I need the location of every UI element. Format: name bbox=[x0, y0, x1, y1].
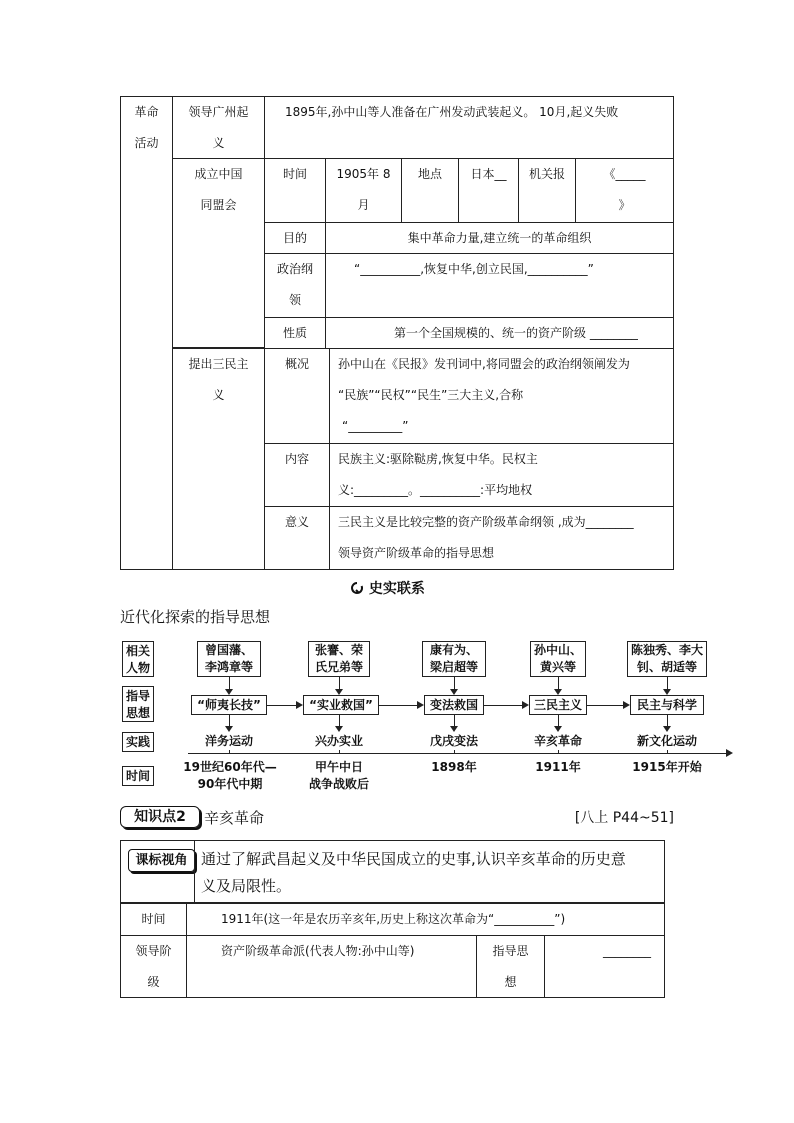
label-line: 成立中国 bbox=[194, 167, 243, 181]
label-line: 人物 bbox=[125, 661, 150, 675]
timeline-arrow-head bbox=[726, 749, 733, 757]
practice-label: 兴办实业 bbox=[314, 734, 363, 748]
timeline-axis bbox=[188, 753, 727, 754]
label-three-principles bbox=[172, 348, 265, 570]
people-box bbox=[308, 641, 370, 677]
idea-box: 变法救国 bbox=[424, 695, 484, 715]
arrow bbox=[267, 705, 297, 706]
label-line: 相关 bbox=[125, 644, 150, 658]
curriculum-badge: 课标视角 bbox=[128, 849, 195, 872]
label-line: 义 bbox=[212, 388, 225, 402]
label-line: 19世纪60年代— bbox=[183, 760, 277, 774]
practice-label: 辛亥革命 bbox=[533, 734, 582, 748]
label-time: 时间 bbox=[264, 158, 326, 223]
value-line: 《_____ bbox=[603, 167, 646, 181]
label-guangzhou-uprising bbox=[172, 96, 265, 159]
idea-box: “师夷长技” bbox=[191, 695, 267, 715]
arrow-head bbox=[296, 701, 303, 709]
label-content: 内容 bbox=[264, 443, 330, 507]
timeline-tick bbox=[454, 750, 455, 754]
arrow bbox=[484, 705, 523, 706]
practice-label: 新文化运动 bbox=[636, 734, 697, 748]
idea-box: “实业救国” bbox=[303, 695, 379, 715]
newspaper-value bbox=[575, 158, 674, 223]
time-label: 1911年 bbox=[535, 760, 581, 774]
label-line: 领导阶 bbox=[135, 944, 172, 958]
goal-value: 集中革命力量,建立统一的革命组织 bbox=[325, 222, 674, 254]
label-tongmenghui bbox=[172, 158, 265, 348]
label-guiding-thought bbox=[476, 935, 545, 998]
label-line: 黄兴等 bbox=[539, 660, 576, 674]
timeline-tick bbox=[558, 750, 559, 754]
timeline-tick bbox=[339, 750, 340, 754]
guangzhou-uprising-text: 1895年,孙中山等人准备在广州发动武装起义。 10月,起义失败 bbox=[264, 96, 674, 159]
arrow bbox=[379, 705, 418, 706]
divider bbox=[194, 841, 195, 904]
time-value: 1911年(这一年是农历辛亥年,历史上称这次革命为“__________”) bbox=[186, 903, 665, 936]
row-label-people bbox=[122, 641, 154, 677]
label-line: 康有为、 bbox=[429, 643, 478, 657]
label-line: 曾国藩、 bbox=[204, 643, 253, 657]
content-value bbox=[329, 443, 674, 507]
label-line: 革命 bbox=[134, 105, 159, 119]
row-label-ideas bbox=[122, 686, 154, 722]
timeline-tick bbox=[229, 750, 230, 754]
practice-label: 洋务运动 bbox=[204, 734, 253, 748]
label-line: 张謇、荣 bbox=[314, 643, 363, 657]
value-line: 》 bbox=[618, 198, 631, 212]
label-revolution-activities bbox=[120, 96, 173, 570]
label-line: 提出三民主 bbox=[188, 357, 249, 371]
label-line: 陈独秀、李大 bbox=[630, 643, 703, 657]
text-line: 义及局限性。 bbox=[201, 877, 292, 895]
section-subtitle: 近代化探索的指导思想 bbox=[120, 608, 271, 626]
label-program bbox=[264, 253, 326, 318]
label-line: 甲午中日 bbox=[314, 760, 363, 774]
idea-box: 三民主义 bbox=[529, 695, 587, 715]
people-box bbox=[422, 641, 486, 677]
time-label bbox=[180, 759, 280, 793]
label-line: 孙中山、 bbox=[533, 643, 582, 657]
meaning-value bbox=[329, 506, 674, 570]
textbook-reference: [八上 P44~51] bbox=[574, 810, 674, 826]
overview-value bbox=[329, 348, 674, 444]
label-line: 李鸿章等 bbox=[204, 660, 253, 674]
nature-value: 第一个全国规模的、统一的资产阶级 ________ bbox=[325, 317, 674, 349]
row-label-practice: 实践 bbox=[122, 732, 154, 752]
idea-box: 民主与科学 bbox=[630, 695, 704, 715]
label-line: 指导思 bbox=[492, 944, 529, 958]
label-goal: 目的 bbox=[264, 222, 326, 254]
curriculum-box bbox=[120, 840, 665, 903]
guiding-thought-value: ________ bbox=[544, 935, 665, 998]
arrow-head bbox=[623, 701, 630, 709]
people-box bbox=[627, 641, 707, 677]
label-line: 义 bbox=[212, 136, 225, 150]
label-line: 领导广州起 bbox=[188, 105, 249, 119]
knowledge-title: 辛亥革命 bbox=[204, 809, 265, 827]
arrow bbox=[587, 705, 624, 706]
label-overview: 概况 bbox=[264, 348, 330, 444]
label-leader-class bbox=[120, 935, 187, 998]
value-line: “民族”“民权”“民生”三大主义,合称 bbox=[338, 388, 524, 402]
label-newspaper: 机关报 bbox=[518, 158, 576, 223]
label-line: 氏兄弟等 bbox=[314, 660, 363, 674]
value-line: 三民主义是比较完整的资产阶级革命纲领 ,成为________ bbox=[338, 515, 634, 529]
label-line: 战争战败后 bbox=[308, 777, 369, 791]
value-line: 民族主义:驱除鞑虏,恢复中华。民权主 bbox=[338, 452, 538, 466]
people-box bbox=[530, 641, 586, 677]
time-label: 1915年开始 bbox=[632, 760, 702, 774]
curriculum-text bbox=[201, 846, 661, 900]
arrow-head bbox=[417, 701, 424, 709]
label-line: 指导 bbox=[125, 689, 150, 703]
timeline-tick bbox=[667, 750, 668, 754]
label-meaning: 意义 bbox=[264, 506, 330, 570]
row-label-time: 时间 bbox=[122, 766, 154, 786]
label-line: 90年代中期 bbox=[197, 777, 263, 791]
label-line: 梁启超等 bbox=[429, 660, 478, 674]
time-value bbox=[325, 158, 402, 223]
time-label: 1898年 bbox=[431, 760, 477, 774]
program-value: “__________,恢复中华,创立民国,__________” bbox=[325, 253, 674, 318]
label-time: 时间 bbox=[120, 903, 187, 936]
label-line: 领 bbox=[288, 293, 301, 307]
value-line: 月 bbox=[357, 198, 370, 212]
label-line: 级 bbox=[147, 975, 160, 989]
place-value: 日本__ bbox=[458, 158, 519, 223]
value-line: 1905年 8 bbox=[336, 167, 391, 181]
label-line: 想 bbox=[504, 975, 517, 989]
label-line: 同盟会 bbox=[200, 198, 237, 212]
label-place: 地点 bbox=[401, 158, 459, 223]
value-line: 领导资产阶级革命的指导思想 bbox=[338, 546, 495, 560]
label-line: 活动 bbox=[134, 136, 159, 150]
label-line: 政治纲 bbox=[276, 262, 313, 276]
leader-class-value: 资产阶级革命派(代表人物:孙中山等) bbox=[186, 935, 477, 998]
value-line: 孙中山在《民报》发刊词中,将同盟会的政治纲领阐发为 bbox=[338, 357, 630, 371]
time-label bbox=[294, 759, 384, 793]
value-line: 义:_________。__________:平均地权 bbox=[338, 483, 533, 497]
people-box bbox=[197, 641, 261, 677]
arrow-head bbox=[522, 701, 529, 709]
link-icon bbox=[350, 580, 364, 594]
text-line: 通过了解武昌起义及中华民国成立的史事,认识辛亥革命的历史意 bbox=[201, 850, 626, 868]
label-line: 钊、胡适等 bbox=[636, 660, 697, 674]
section-title: 史实联系 bbox=[368, 581, 425, 597]
section-header bbox=[350, 578, 470, 600]
label-nature: 性质 bbox=[264, 317, 326, 349]
value-line: “_________” bbox=[342, 419, 409, 433]
knowledge-badge: 知识点2 bbox=[120, 806, 200, 828]
label-line: 思想 bbox=[125, 706, 150, 720]
practice-label: 戊戌变法 bbox=[429, 734, 478, 748]
